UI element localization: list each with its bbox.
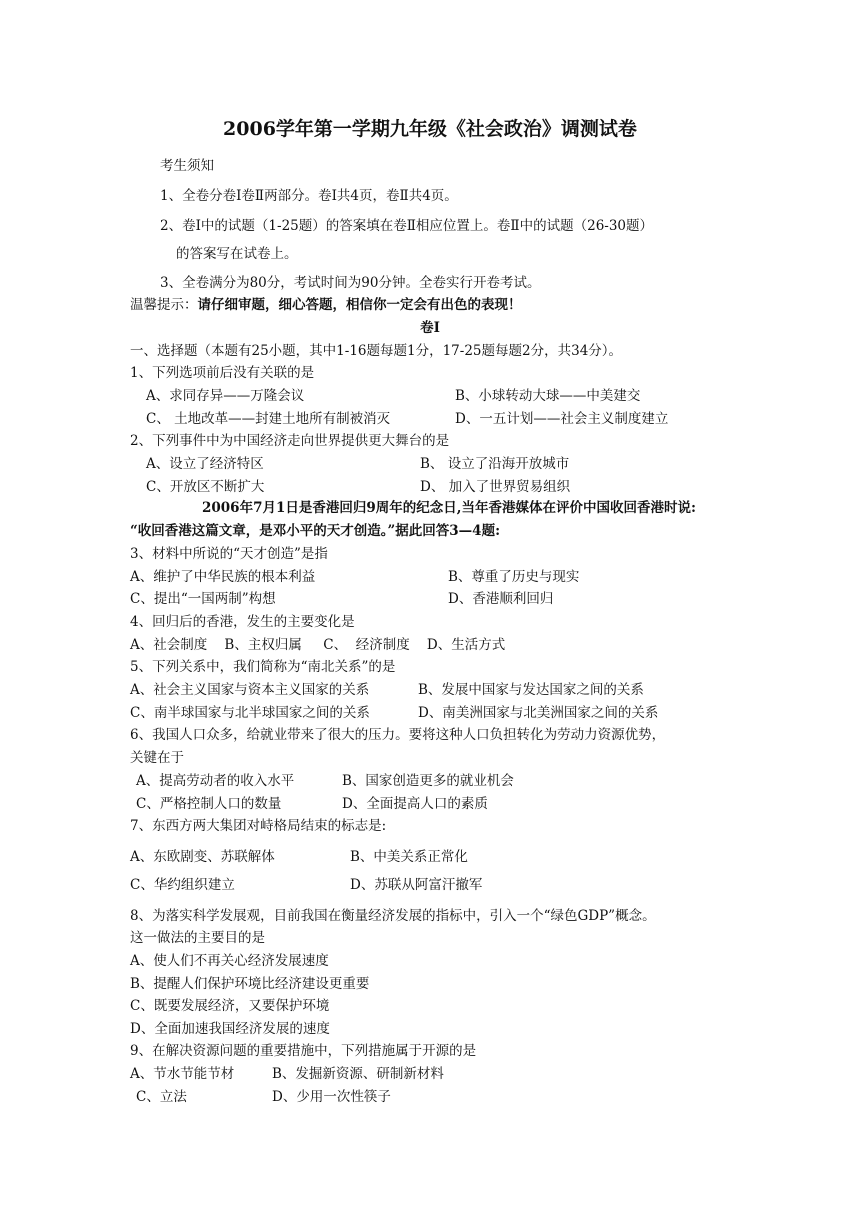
q6-option-b: B、国家创造更多的就业机会 — [342, 773, 514, 789]
notice-item-3: 3、全卷满分为80分，考试时间为90分钟。全卷实行开卷考试。 — [160, 275, 541, 291]
q6-stem-1: 6、我国人口众多，给就业带来了很大的压力。要将这种人口负担转化为劳动力资源优势， — [130, 727, 666, 743]
q5-stem: 5、下列关系中，我们简称为“南北关系”的是 — [130, 659, 396, 675]
q3-option-d: D、香港顺利回归 — [448, 591, 554, 607]
notice-item-1: 1、全卷分卷Ⅰ卷Ⅱ两部分。卷Ⅰ共4页，卷Ⅱ共4页。 — [160, 188, 458, 204]
material-line-1: 2006年7月1日是香港回归9周年的纪念日,当年香港媒体在评价中国收回香港时说: — [202, 500, 696, 516]
section-heading: 一、选择题（本题有25小题，其中1-16题每题1分，17-25题每题2分，共34分）。 — [130, 343, 623, 359]
q1-option-a: A、求同存异——万隆会议 — [146, 388, 305, 404]
q8-option-a: A、使人们不再关心经济发展速度 — [130, 953, 329, 969]
q9-stem: 9、在解决资源问题的重要措施中，下列措施属于开源的是 — [130, 1043, 477, 1059]
q8-option-d: D、全面加速我国经济发展的速度 — [130, 1021, 330, 1037]
q1-option-d: D、一五计划——社会主义制度建立 — [455, 411, 669, 427]
material-line-2: “收回香港这篇文章，是邓小平的天才创造。”据此回答3—4题: — [130, 523, 501, 539]
q3-option-b: B、尊重了历史与现实 — [448, 569, 580, 585]
q6-stem-2: 关键在于 — [130, 750, 184, 766]
tip-text: 请仔细审题，细心答题，相信你一定会有出色的表现！ — [197, 297, 522, 313]
notice-item-2-cont: 的答案写在试卷上。 — [176, 246, 298, 262]
q8-option-c: C、既要发展经济，又要保护环境 — [130, 998, 330, 1014]
q7-option-a: A、东欧剧变、苏联解体 — [130, 849, 275, 865]
tip — [130, 296, 522, 314]
volume-title: 卷Ⅰ — [420, 320, 440, 336]
q3-option-c: C、提出“一国两制”构想 — [130, 591, 276, 607]
notice-item-2: 2、卷Ⅰ中的试题（1-25题）的答案填在卷Ⅱ相应位置上。卷Ⅱ中的试题（26-30题） — [160, 218, 654, 234]
q9-option-b: B、发掘新资源、研制新材料 — [272, 1066, 444, 1082]
q5-option-a: A、社会主义国家与资本主义国家的关系 — [130, 682, 370, 698]
q6-option-c: C、严格控制人口的数量 — [136, 796, 282, 812]
q1-stem: 1、下列选项前后没有关联的是 — [130, 365, 315, 381]
q9-option-c: C、立法 — [136, 1089, 187, 1105]
q3-option-a: A、维护了中华民族的根本利益 — [130, 569, 316, 585]
q7-option-b: B、中美关系正常化 — [350, 849, 468, 865]
page-title: 2006学年第一学期九年级《社会政治》调测试卷 — [223, 118, 637, 140]
q2-option-c: C、开放区不断扩大 — [146, 479, 265, 495]
q6-option-d: D、全面提高人口的素质 — [342, 796, 488, 812]
q5-option-b: B、发展中国家与发达国家之间的关系 — [418, 682, 644, 698]
q1-option-b: B、小球转动大球——中美建交 — [455, 388, 641, 404]
q8-stem-1: 8、为落实科学发展观，目前我国在衡量经济发展的指标中，引入一个“绿色GDP”概念。 — [130, 908, 656, 924]
q3-stem: 3、材料中所说的“天才创造”是指 — [130, 546, 328, 562]
q7-stem: 7、东西方两大集团对峙格局结束的标志是: — [130, 818, 387, 834]
q2-option-b: B、 设立了沿海开放城市 — [420, 456, 570, 472]
q8-option-b: B、提醒人们保护环境比经济建设更重要 — [130, 976, 370, 992]
q4-options: A、社会制度 B、主权归属 C、 经济制度 D、生活方式 — [130, 637, 506, 653]
q9-option-a: A、节水节能节材 — [130, 1066, 235, 1082]
q6-option-a: A、提高劳动者的收入水平 — [136, 773, 295, 789]
q8-stem-2: 这一做法的主要目的是 — [130, 930, 265, 946]
q5-option-c: C、南半球国家与北半球国家之间的关系 — [130, 705, 370, 721]
q4-stem: 4、回归后的香港，发生的主要变化是 — [130, 614, 355, 630]
q9-option-d: D、少用一次性筷子 — [272, 1089, 391, 1105]
tip-label: 温馨提示： — [130, 297, 198, 313]
q7-option-d: D、苏联从阿富汗撤军 — [350, 877, 483, 893]
q5-option-d: D、南美洲国家与北美洲国家之间的关系 — [418, 705, 659, 721]
notice-heading: 考生须知 — [160, 158, 214, 174]
q2-option-d: D、 加入了世界贸易组织 — [420, 479, 571, 495]
q7-option-c: C、华约组织建立 — [130, 877, 235, 893]
q2-option-a: A、设立了经济特区 — [146, 456, 264, 472]
q1-option-c: C、 土地改革——封建土地所有制被消灭 — [146, 411, 391, 427]
q2-stem: 2、下列事件中为中国经济走向世界提供更大舞台的是 — [130, 433, 450, 449]
